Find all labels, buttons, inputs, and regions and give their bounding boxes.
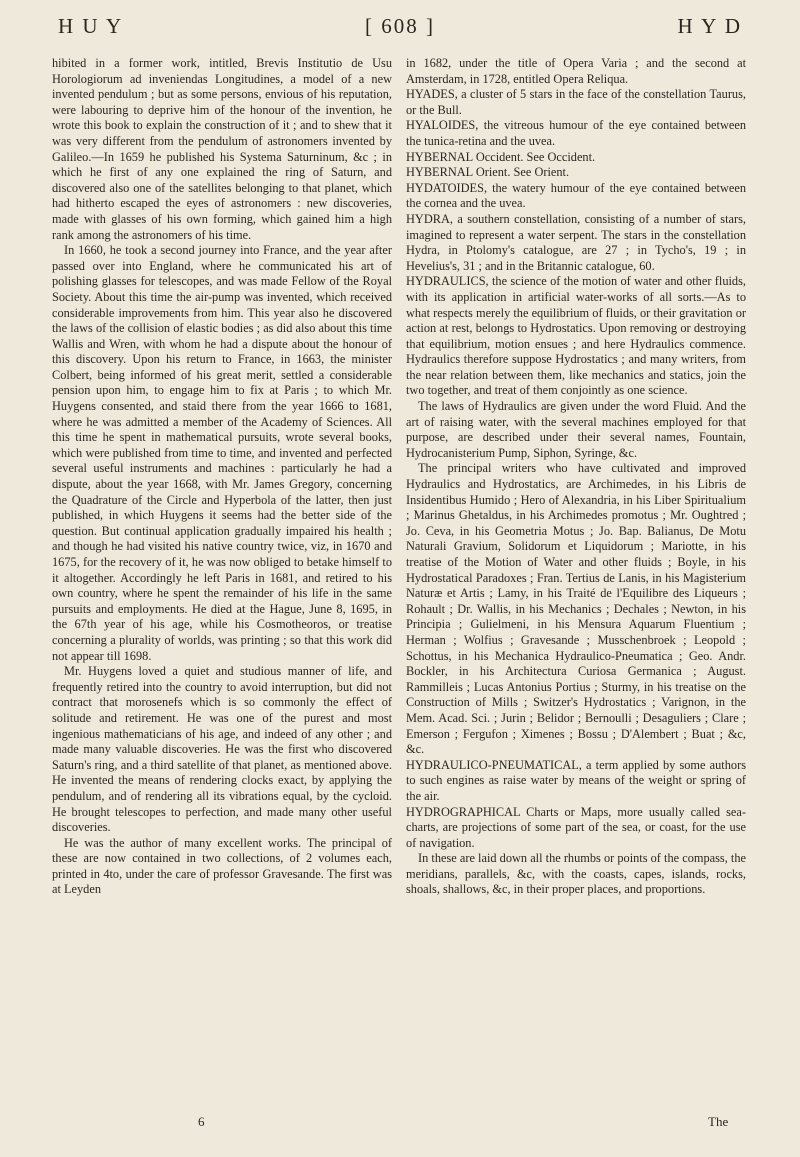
paragraph-huygens-works: in 1682, under the title of Opera Varia ; and the second at Amsterdam, in 1728, entitled Opera Reliqua. xyxy=(406,56,746,86)
entry-hybernal-occident: HYBERNAL Occident. See Occident. xyxy=(406,149,596,164)
header-left-word: H U Y xyxy=(58,14,124,38)
entry-hydra: HYDRA, a southern constellation, consisting of a number of stars, imagined to represent a water serpent. The stars in the constellation Hydra, in Ptolomy's catalogue, are 27 ; in Tycho's, 19 ; in Hevelius's, 31 ; and in the Britannic catalogue, 60. xyxy=(406,211,746,273)
entry-hyaloides: HYALOIDES, the vitreous humour of the eye contained between the tunica-retina and the uvea. xyxy=(406,118,746,148)
paragraph-huygens-2: In 1660, he took a second journey into France, and the year after passed over into England, where he communicated his art of polishing glasses for telescopes, and was made Fellow of the Royal Society. About this time the air-pump was invented, which received considerable improvements from him. This year also he discovered the laws of the collision of elastic bodies ; as did also about this time Wallis and Wren, with whom he had a dispute about the honour of this discovery. Upon his return to France, in 1663, the minister Colbert, being informed of his great merit, settled a considerable pension upon him, to engage him to fix at Paris ; to which Mr. Huygens consented, and staid there from the year 1666 to 1681, where he was admitted a member of the Academy of Sciences. All this time he spent in mathematical pursuits, wrote several books, which were published from time to time, and invented and perfected several useful instruments and machines : particularly he had a dispute, about the year 1668, with Mr. James Gregory, concerning the Quadrature of the Circle and Hyperbola of the latter, then just published, in which Huygens it seems had the better side of the question. But continual application gradually impaired his health ; and though he had visited his native country twice, viz, in 1670 and 1675, for the recovery of it, he was now obliged to betake himself to it altogether. Accordingly he left Paris in 1681, and retired to his own country, where he spent the remainder of his life in the same pursuits and employments. He died at the Hague, June 8, 1695, in the 67th year of his age, while his Cosmotheoros, or treatise concerning a plurality of worlds, was printing ; so that this work did not appear till 1698. xyxy=(52,243,392,663)
entry-hybernal-orient: HYBERNAL Orient. See Orient. xyxy=(406,165,570,180)
entry-hydatoides: HYDATOIDES, the watery humour of the eye contained between the cornea and the uvea. xyxy=(406,180,746,211)
paragraph-huygens-4: He was the author of many excellent works. The principal of these are now contained in two collections, of 2 volumes each, printed in 4to, under the care of professor Gravesande. The first was at Leyden xyxy=(52,835,392,897)
entry-hydraulico-pneumatical: HYDRAULICO-PNEUMATICAL, a term applied by some authors to such engines as raise water by means of the weight or spring of the air. xyxy=(406,757,746,803)
header-right-word: H Y D xyxy=(677,14,742,38)
entry-hydrographical-charts: HYDROGRAPHICAL Charts or Maps, more usually called sea-charts, are projections of some part of the sea, or coast, for the use of navigation. xyxy=(406,804,746,850)
entry-hyades: HYADES, a cluster of 5 stars in the face of the constellation Taurus, or the Bull. xyxy=(406,87,746,117)
right-column xyxy=(406,56,746,898)
entry-hydraulics: HYDRAULICS, the science of the motion of water and other fluids, with its application in artificial water-works of all sorts.—As to what respects merely the equilibrium of fluids, or their gravitation or action at rest, belongs to Hydrostatics. Upon removing or destroying that equilibrium, motion ensues ; and here Hydraulics commence. Hydraulics therefore suppose Hydrostatics ; and many writers, from the near relation between them, like mechanics and statics, join the two together, and treat of them conjointly as one science. xyxy=(406,274,746,398)
paragraph-charts-contents: In these are laid down all the rhumbs or points of the compass, the meridians, parallels, &c, with the coasts, capes, islands, rocks, shoals, shallows, &c, in their proper places, and proportions. xyxy=(406,851,746,897)
left-column xyxy=(52,56,392,898)
paragraph-huygens-1: hibited in a former work, intitled, Brevis Institutio de Usu Horologiorum ad inveniendas Longitudines, a model of a new invented pendulum ; but as some persons, envious of his reputation, were labouring to deprive him of the honour of the invention, he wrote this book to explain the construction of it ; and to shew that it was very different from the pendulum of astronomers invented by Galileo.—In 1659 he published his Systema Saturninum, &c ; in which he first of any one explained the ring of Saturn, and discovered also one of the satellites belonging to that planet, which had hitherto escaped the eyes of astronomers : new discoveries, made with glasses of his own forming, which gained him a high rank among the astronomers of his time. xyxy=(52,56,392,242)
running-header xyxy=(52,14,748,48)
catchword: The xyxy=(708,1114,729,1129)
signature-mark: 6 xyxy=(198,1114,205,1129)
paragraph-hydraulics-laws: The laws of Hydraulics are given under the word Fluid. And the art of raising water, with the several machines employed for that purpose, are described under their several names, Fountain, Hydrocanisterium Pump, Siphon, Syringe, &c. xyxy=(406,399,746,460)
paragraph-huygens-3: Mr. Huygens loved a quiet and studious manner of life, and frequently retired into the country to avoid interruption, but did not contract that morosenefs which is so commonly the effect of solitude and retirement. He was one of the purest and most ingenious mathematicians of his age, and indeed of any other ; and made many valuable discoveries. He was the first who discovered Saturn's ring, and a third satellite of that planet, as mentioned above. He invented the means of rendering clocks exact, by applying the pendulum, and of rendering all its vibrations equal, by the cycloid. He brought telescopes to perfection, and made many other useful discoveries. xyxy=(52,664,392,835)
paragraph-hydraulics-writers: The principal writers who have cultivated and improved Hydraulics and Hydrostatics, are Archimedes, in his Libris de Insidentibus Humido ; Hero of Alexandria, in his Liber Spiritualium ; Marinus Ghetaldus, in his Archimedes promotus ; Mr. Oughtred ; Jo. Ceva, in his Geometria Motus ; Jo. Bap. Balianus, De Motu Naturali Gravium, Solidorum et Liquidorum ; Mariotte, in his treatise of the Motion of Water and other fluids ; Boyle, in his Hydrostatical Paradoxes ; Fran. Tertius de Lanis, in his Magisterium Naturæ et Artis ; Lamy, in his Traité de l'Equilibre des Liqueurs ; Rohault ; Dr. Wallis, in his Mechanics ; Dechales ; Newton, in his Principia ; Gulielmeni, in his Mensura Aquarum Fluentium ; Herman ; Wolfius ; Gravesande ; Musschenbroek ; Leopold ; Schottus, in his Mechanica Hydraulico-Pneumatica ; Geo. Andr. Bockler, in his Architectura Curiosa Germanica ; August. Rammilleis ; Lucas Antonius Portius ; Sturmy, in his treatise on the Construction of Mills ; Switzer's Hydrostatics ; Varignon, in the Mem. Acad. Sci. ; Jurin ; Belidor ; Bernoulli ; Desaguliers ; Clare ; Emerson ; Fergufon ; Ximenes ; Bossu ; D'Alembert ; Buat ; &c, &c. xyxy=(406,461,746,757)
page-number: [ 608 ] xyxy=(365,14,435,38)
